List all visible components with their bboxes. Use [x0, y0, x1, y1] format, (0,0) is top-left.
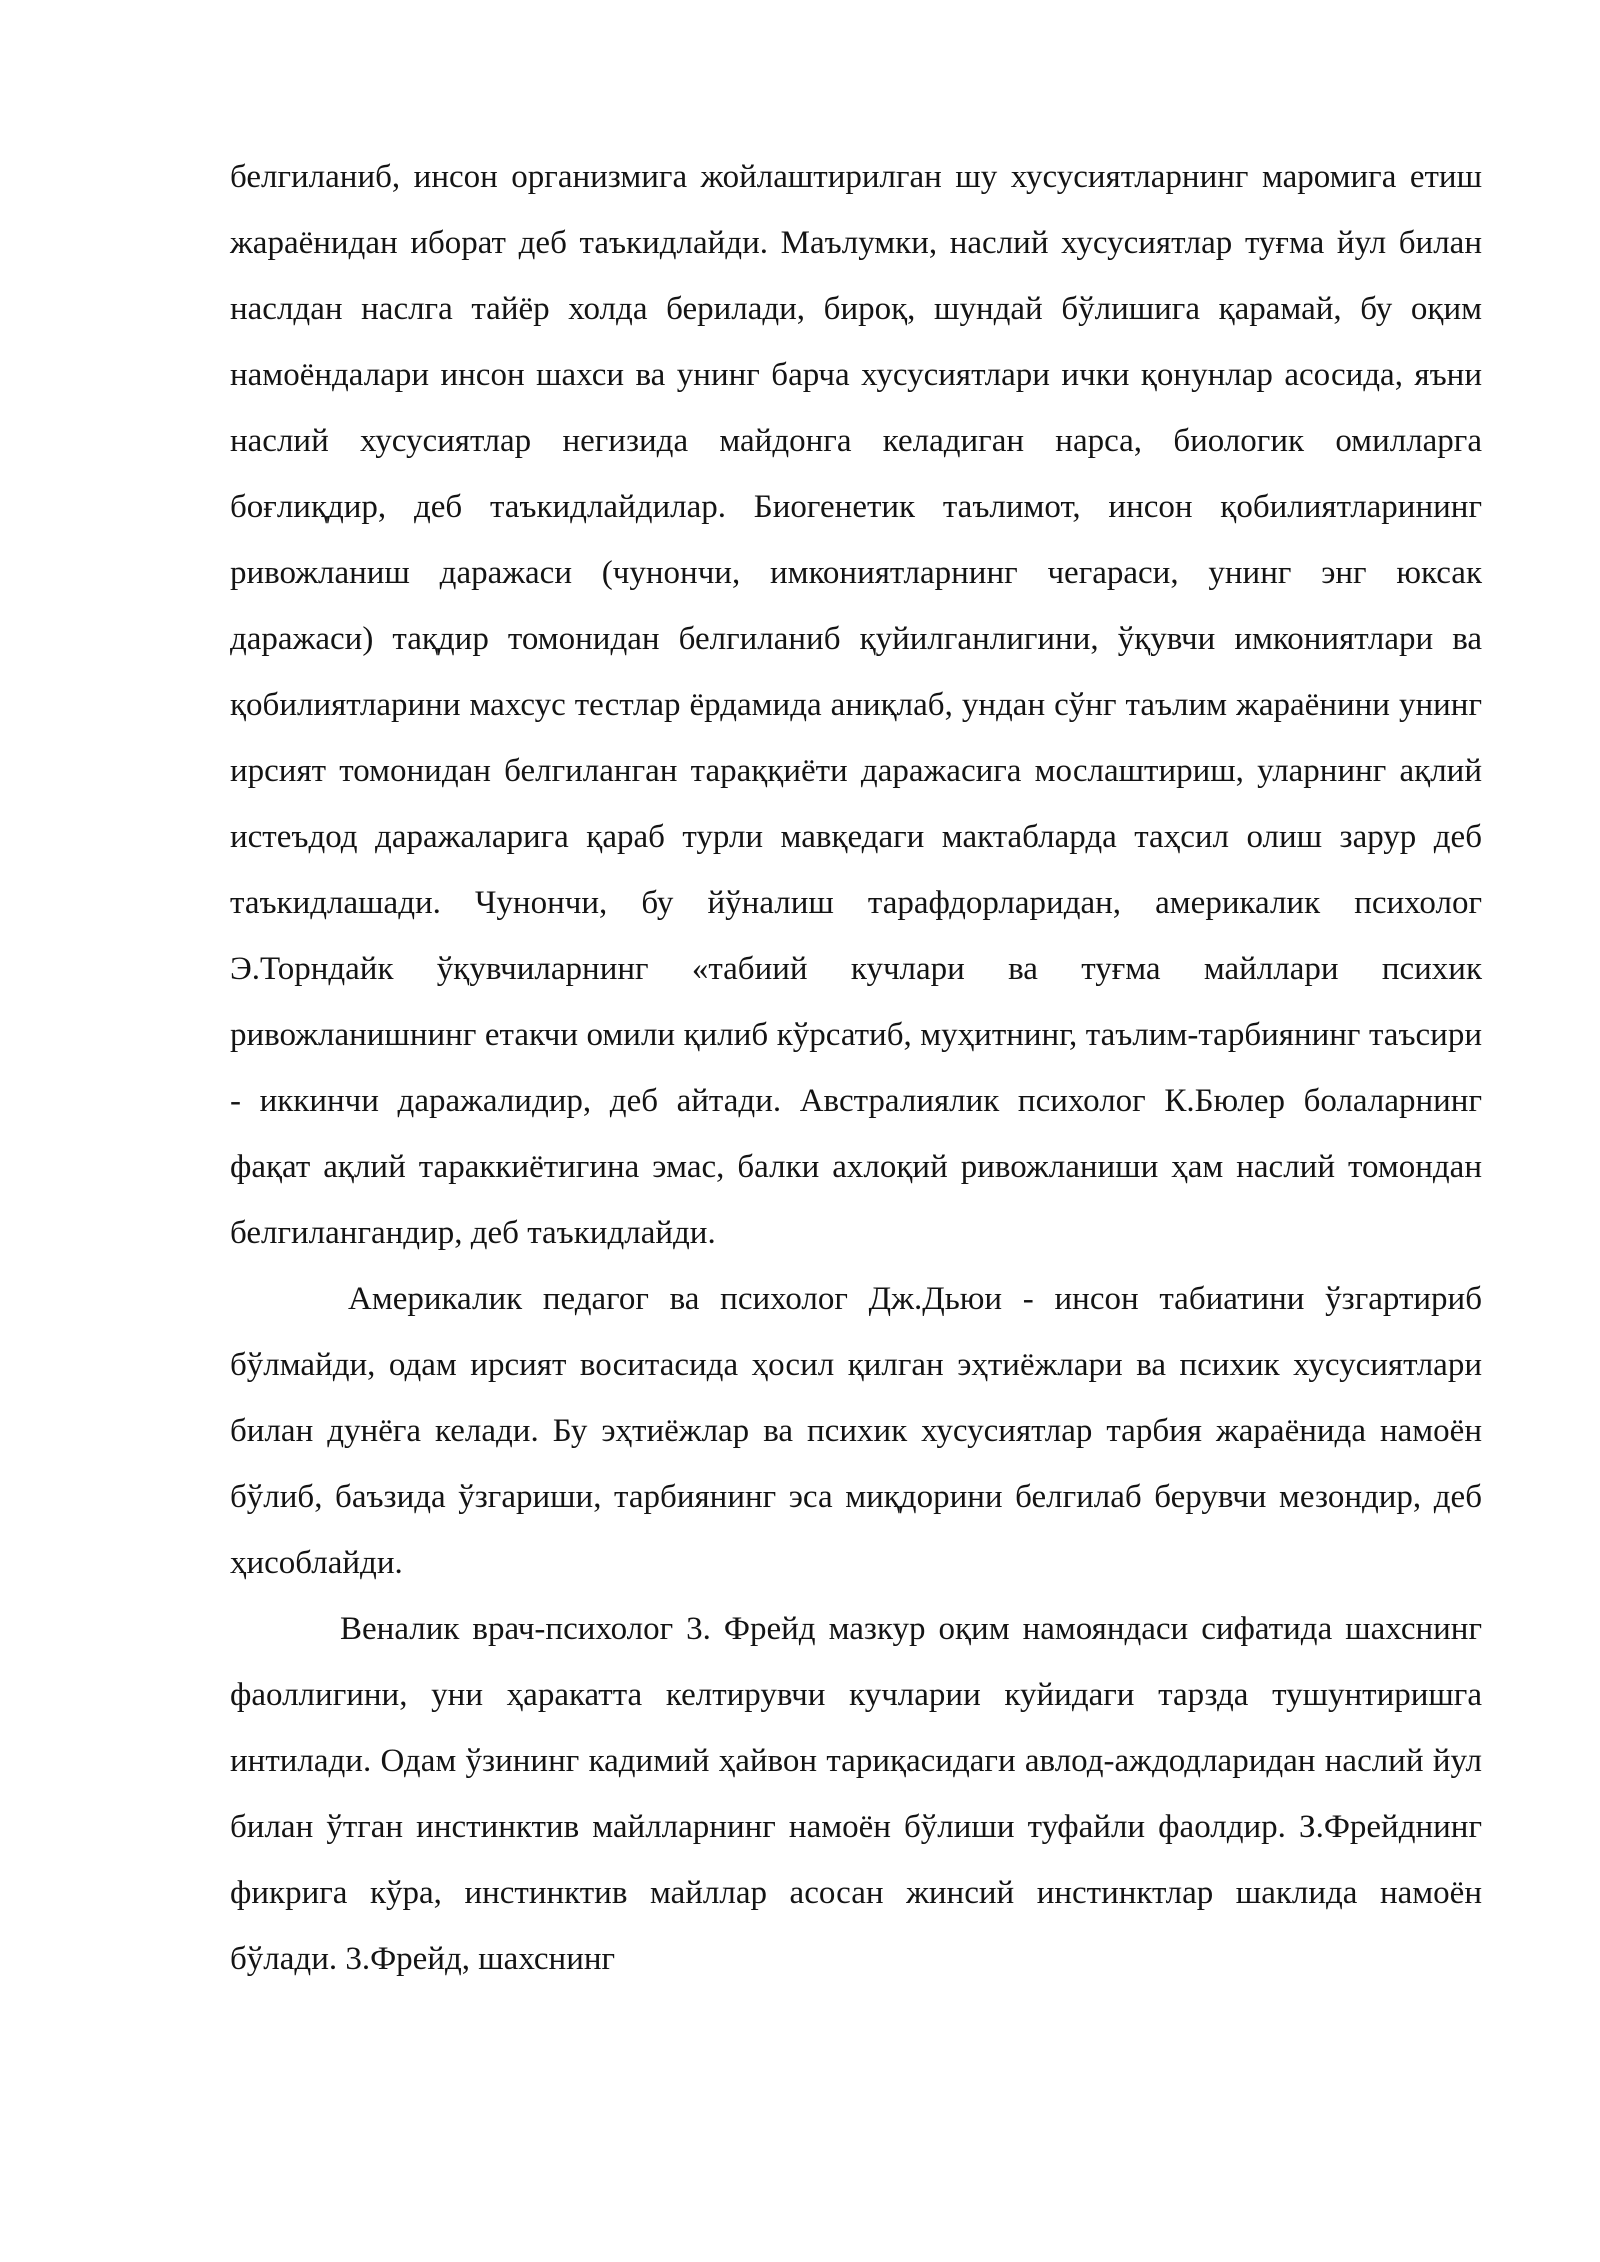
- document-body: [230, 144, 1482, 1992]
- paragraph-biogenetic-theory: белгиланиб, инсон организмига жойлаштирилган шу хусусиятларнинг маромига етиш жараёнидан иборат деб таъкидлайди. Маълумки, наслий хусусиятлар туғма йул билан наслдан наслга тайёр холда берилади, бироқ, шундай бўлишига қарамай, бу оқим намоёндалари инсон шахси ва унинг барча хусусиятлари ички қонунлар асосида, яъни наслий хусусиятлар негизида майдонга келадиган нарса, биологик омилларга боғлиқдир, деб таъкидлайдилар. Биогенетик таълимот, инсон қобилиятларининг ривожланиш даражаси (чунончи, имкониятларнинг чегараси, унинг энг юксак даражаси) тақдир томонидан белгиланиб қуйилганлигини, ўқувчи имкониятлари ва қобилиятларини махсус тестлар ёрдамида аниқлаб, ундан сўнг таълим жараёнини унинг ирсият томонидан белгиланган тараққиёти даражасига мослаштириш, уларнинг ақлий истеъдод даражаларига қараб турли мавқедаги мактабларда таҳсил олиш зарур деб таъкидлашади. Чунончи, бу йўналиш тарафдорларидан, америкалик психолог Э.Торндайк ўқувчиларнинг «табиий кучлари ва туғма майллари психик ривожланишнинг етакчи омили қилиб кўрсатиб, муҳитнинг, таълим-тарбиянинг таъсири - иккинчи даражалидир, деб айтади. Австралиялик психолог К.Бюлер болаларнинг фақат ақлий тараккиётигина эмас, балки ахлоқий ривожланиши ҳам наслий томондан белгилангандир, деб таъкидлайди.: [230, 159, 1482, 1251]
- paragraph-dewey: Америкалик педагог ва психолог Дж.Дьюи - инсон табиатини ўзгартириб бўлмайди, одам ирсият воситасида ҳосил қилган эҳтиёжлари ва психик хусусиятлари билан дунёга келади. Бу эҳтиёжлар ва психик хусусиятлар тарбия жараёнида намоён бўлиб, баъзида ўзгариши, тарбиянинг эса миқдорини белгилаб берувчи мезондир, деб ҳисоблайди.: [230, 1281, 1482, 1581]
- paragraph-freud: Веналик врач-психолог 3. Фрейд мазкур оқим намояндаси сифатида шахснинг фаоллигини, уни ҳаракатта келтирувчи кучларии куйидаги тарзда тушунтиришга интилади. Одам ўзининг кадимий ҳайвон тариқасидаги авлод-аждодларидан наслий йул билан ўтган инстинктив майлларнинг намоён бўлиши туфайли фаолдир. З.Фрейднинг фикрига кўра, инстинктив майллар асосан жинсий инстинктлар шаклида намоён бўлади. 3.Фрейд, шахснинг: [230, 1611, 1482, 1977]
